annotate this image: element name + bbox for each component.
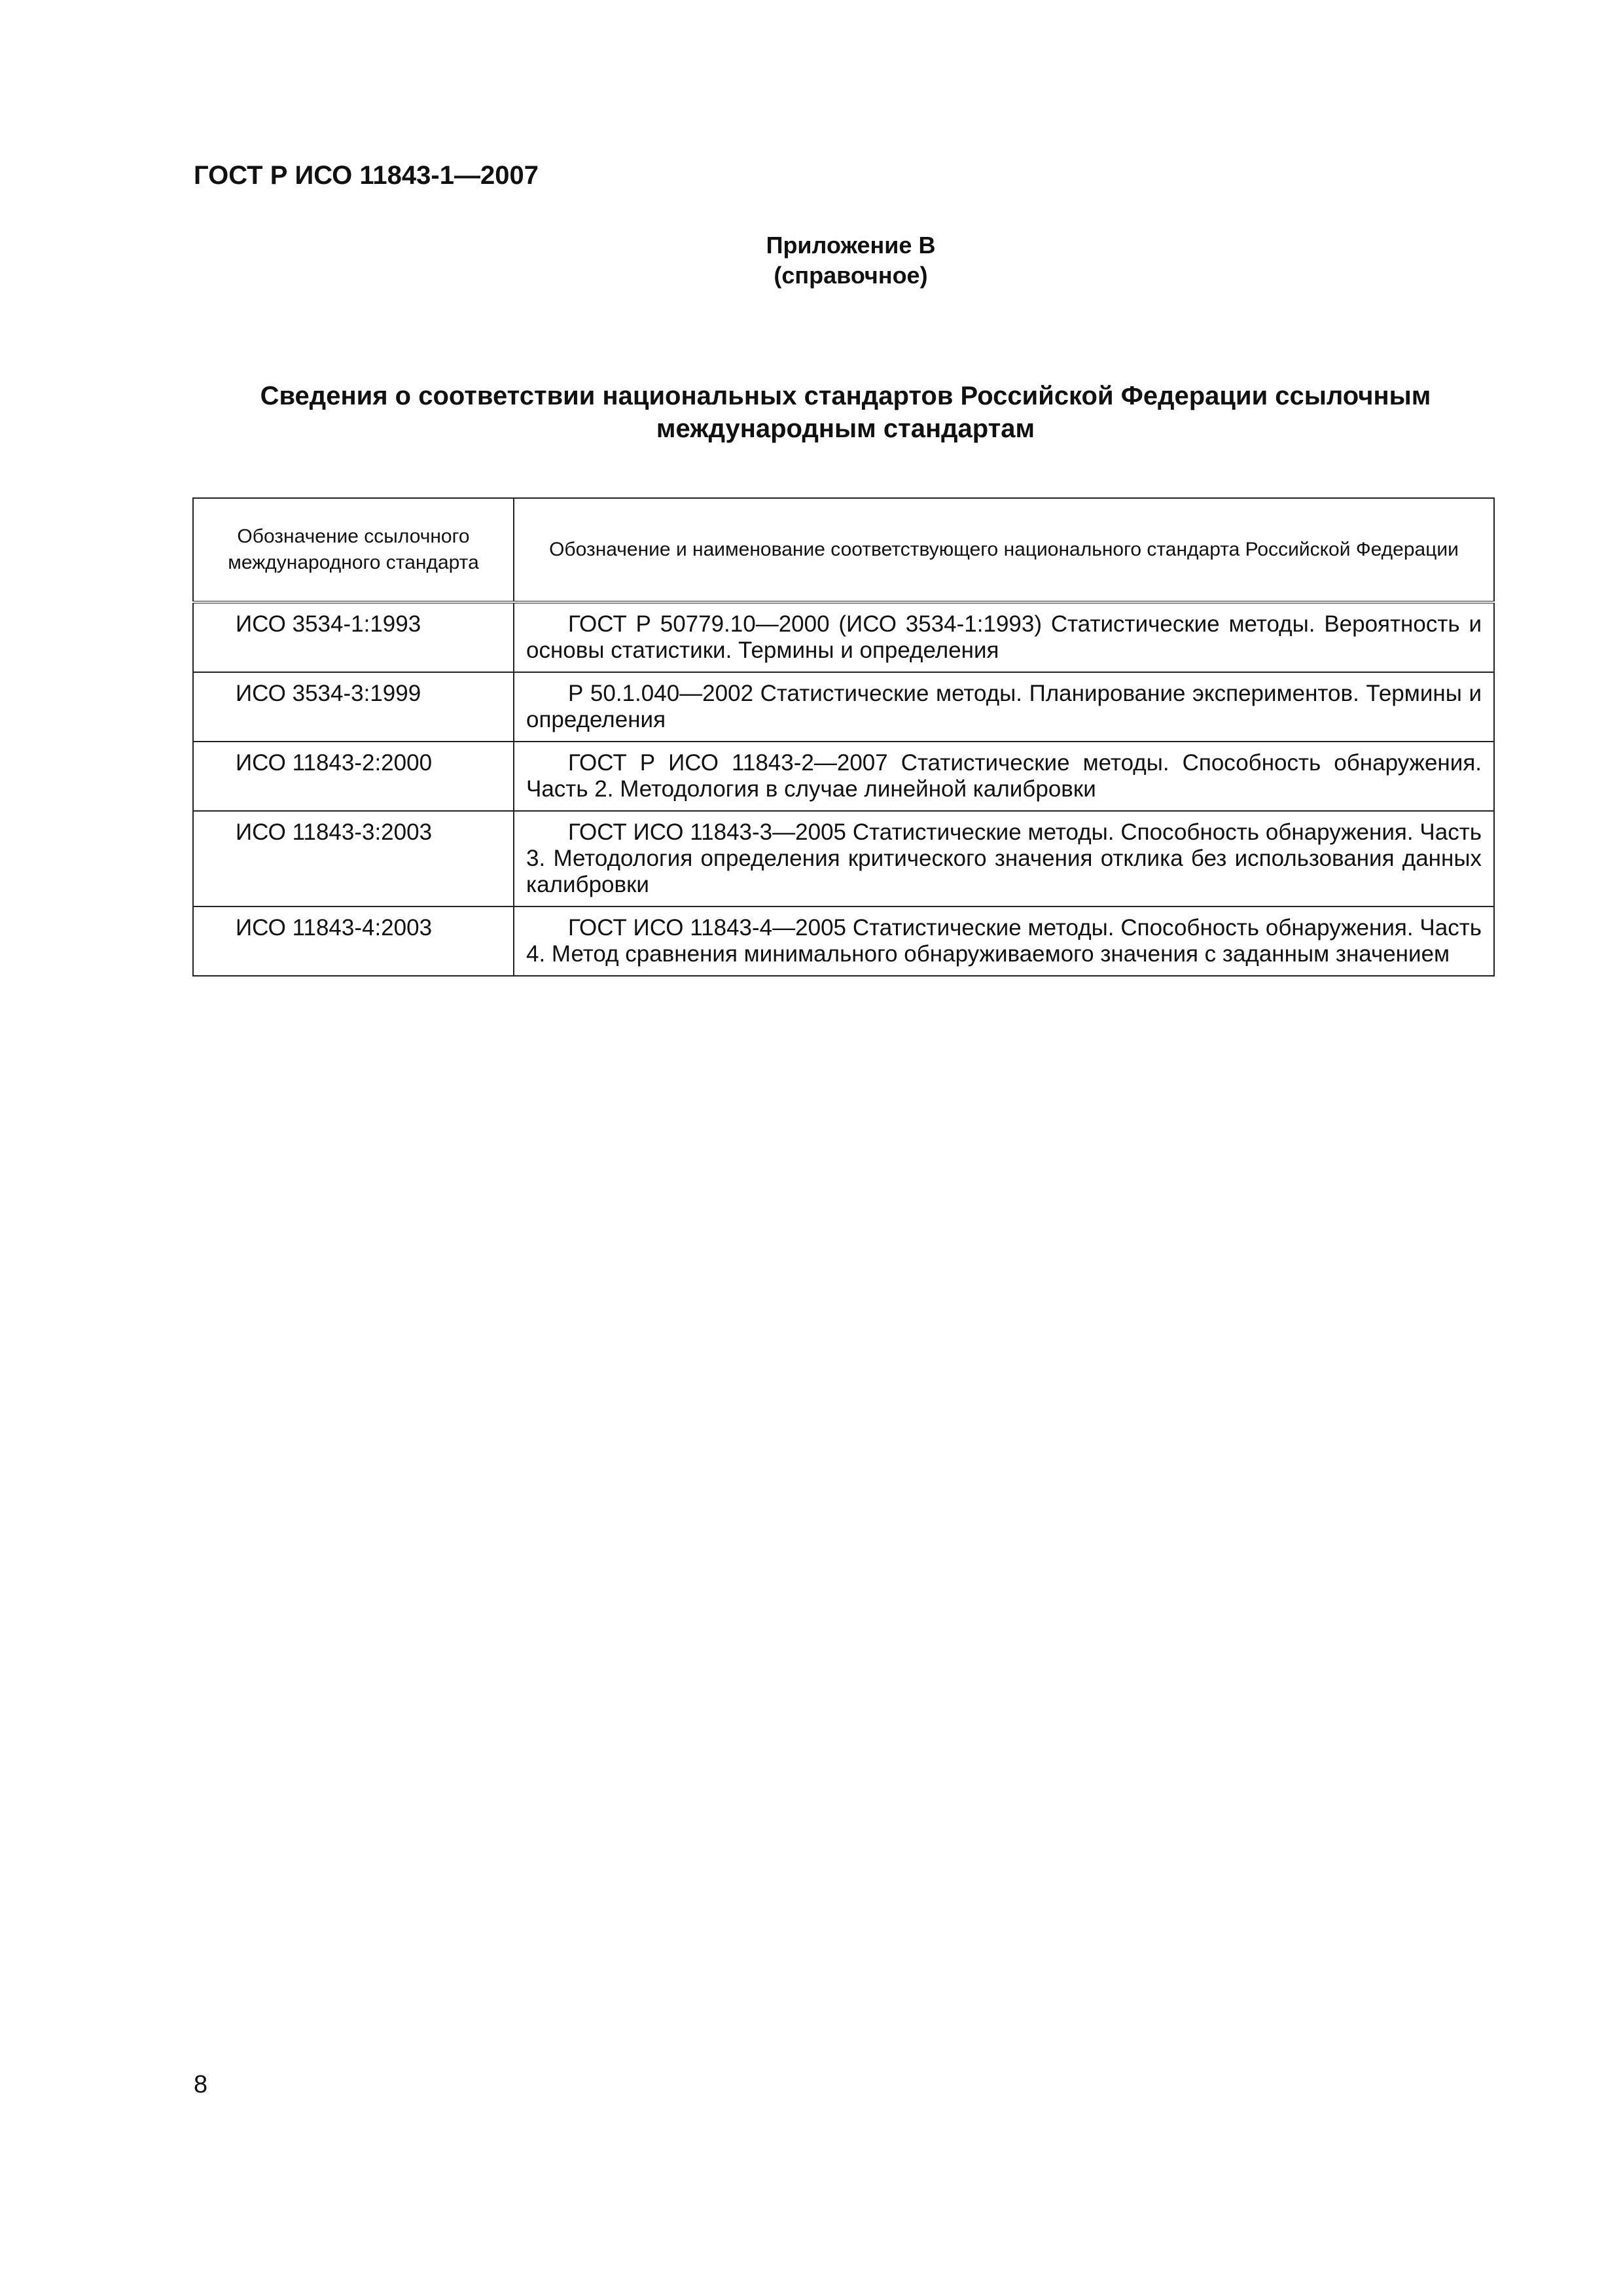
iso-standard-cell: ИСО 11843-4:2003 [193, 906, 514, 976]
page-number: 8 [194, 2071, 208, 2098]
table-row [193, 811, 1494, 906]
table-row [193, 602, 1494, 672]
table-row [193, 742, 1494, 811]
section-title [194, 380, 1497, 445]
appendix-type: (справочное) [774, 262, 928, 289]
table-row [193, 906, 1494, 976]
appendix-heading [733, 230, 969, 291]
national-standard-cell: ГОСТ Р ИСО 11843-2—2007 Статистические методы. Способность обнаружения. Часть 2. Методология в случае линейной калибровки [514, 742, 1494, 811]
iso-standard-cell: ИСО 3534-1:1993 [193, 602, 514, 672]
section-title-line-1: Сведения о соответствии национальных стандартов Российской Федерации ссылочным [260, 382, 1431, 410]
national-standard-cell: Р 50.1.040—2002 Статистические методы. Планирование экспериментов. Термины и определения [514, 672, 1494, 742]
iso-standard-cell: ИСО 11843-2:2000 [193, 742, 514, 811]
table-header-row [193, 498, 1494, 602]
table-row [193, 672, 1494, 742]
section-title-line-2: международным стандартам [656, 414, 1035, 443]
national-standard-cell: ГОСТ ИСО 11843-3—2005 Статистические методы. Способность обнаружения. Часть 3. Методология определения критического значения отклика без использования данных калибровки [514, 811, 1494, 906]
iso-standard-cell: ИСО 3534-3:1999 [193, 672, 514, 742]
column-header-iso: Обозначение ссылочного международного стандарта [193, 498, 514, 602]
iso-standard-cell: ИСО 11843-3:2003 [193, 811, 514, 906]
standards-correspondence-table [192, 497, 1495, 977]
appendix-title: Приложение В [766, 232, 936, 259]
column-header-national: Обозначение и наименование соответствующего национального стандарта Российской Федерации [514, 498, 1494, 602]
document-code: ГОСТ Р ИСО 11843-1—2007 [194, 161, 539, 190]
national-standard-cell: ГОСТ ИСО 11843-4—2005 Статистические методы. Способность обнаружения. Часть 4. Метод сравнения минимального обнаруживаемого значения с заданным значением [514, 906, 1494, 976]
national-standard-cell: ГОСТ Р 50779.10—2000 (ИСО 3534-1:1993) Статистические методы. Вероятность и основы статистики. Термины и определения [514, 602, 1494, 672]
